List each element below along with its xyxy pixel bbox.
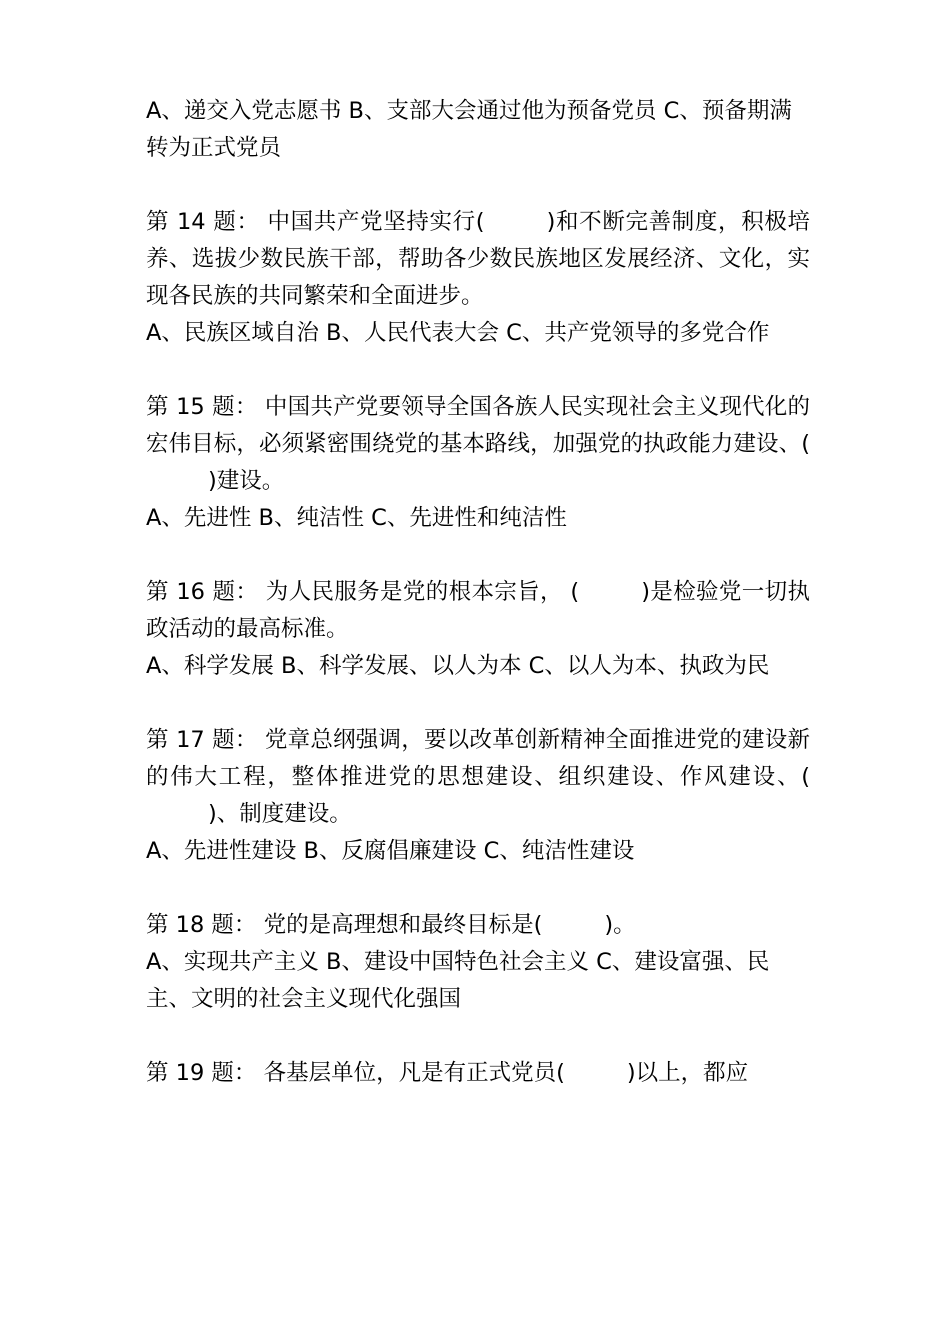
question-16-stem: [146, 574, 810, 648]
question-15-stem: [146, 389, 810, 500]
question-14-stem: [146, 204, 810, 315]
question-18-text-before: 第 18 题： 党的是高理想和最终目标是(: [146, 912, 543, 938]
question-19-stem: [146, 1055, 810, 1092]
question-19-text-after: )以上，都应: [626, 1060, 749, 1086]
question-14-text-after: )和不断完善制度，积极培养、选拔少数民族干部，帮助各少数民族地区发展经济、文化，实现各民族的共同繁荣和全面进步。: [146, 209, 810, 309]
question-18-text-after: )。: [604, 912, 636, 938]
question-18-options: A、实现共产主义 B、建设中国特色社会主义 C、建设富强、民主、文明的社会主义现代化强国: [146, 949, 770, 1012]
question-16-options: A、科学发展 B、科学发展、以人为本 C、以人为本、执政为民: [146, 653, 770, 679]
question-17-stem: [146, 722, 810, 833]
question-19-text-before: 第 19 题： 各基层单位，凡是有正式党员(: [146, 1060, 565, 1086]
question-15-options: A、先进性 B、纯洁性 C、先进性和纯洁性: [146, 505, 567, 531]
question-15-text-before: 第 15 题： 中国共产党要领导全国各族人民实现社会主义现代化的宏伟目标，必须紧密围绕党的基本路线，加强党的执政能力建设、(: [146, 394, 810, 457]
question-18-stem: [146, 907, 810, 944]
question-17-text-after: )、制度建设。: [208, 801, 352, 827]
question-17-text-before: 第 17 题： 党章总纲强调，要以改革创新精神全面推进党的建设新的伟大工程，整体推进党的思想建设、组织建设、作风建设、(: [146, 727, 810, 790]
question-14-options: A、民族区域自治 B、人民代表大会 C、共产党领导的多党合作: [146, 320, 770, 346]
document-page: [146, 93, 810, 1092]
question-14-text-before: 第 14 题： 中国共产党坚持实行(: [146, 209, 485, 235]
question-13-options: A、递交入党志愿书 B、支部大会通过他为预备党员 C、预备期满转为正式党员: [146, 98, 792, 161]
question-16-text-after: )是检验党一切执政活动的最高标准。: [146, 579, 810, 642]
question-15-text-after: )建设。: [208, 468, 285, 494]
question-16-text-before: 第 16 题： 为人民服务是党的根本宗旨， (: [146, 579, 580, 605]
question-17-options: A、先进性建设 B、反腐倡廉建设 C、纯洁性建设: [146, 838, 635, 864]
